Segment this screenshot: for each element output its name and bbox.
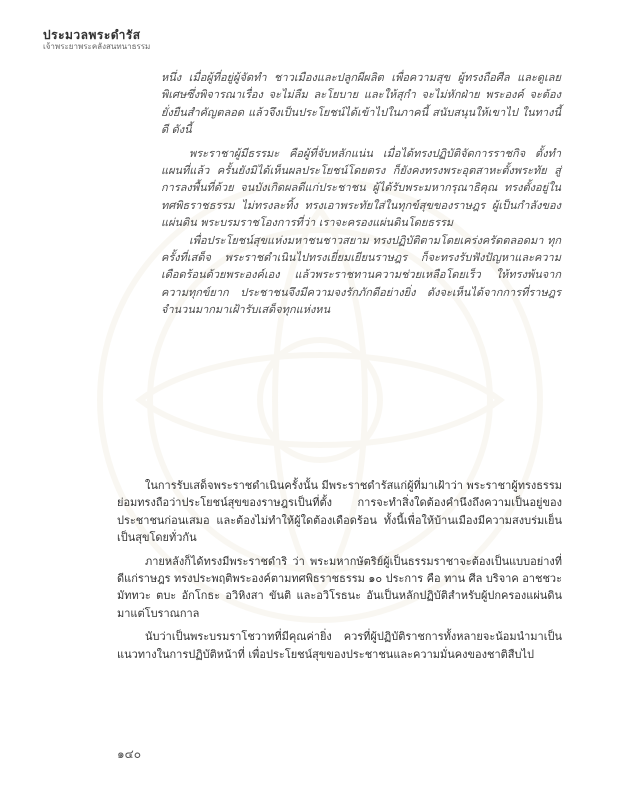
quote-paragraph: พระราชาผู้มีธรรมะ คือผู้ที่จับหลักแน่น เมื่อได้ทรงปฏิบัติจัดการราชกิจ ตั้งทำแผนที่แล้ว ครั้นยังมิได้เห็นผลประโยชน์โดยตรง ก็ยังคงทรงพระอุตสาหะตั้งพระทัย สู่การลงพื้นที่ด้วย จนบังเกิดผลดีแก่ประชาชน ผู้ได้รับพระมหากรุณาธิคุณ ทรงตั้งอยู่ในทศพิธราชธรรม ไม่ทรงละทิ้ง ทรงเอาพระทัยใส่ในทุกข์สุขของราษฎร ผู้เป็นกำลังของแผ่นดิน พระบรมราชโองการที่ว่า เราจะครองแผ่นดินโดยธรรม: [161, 146, 561, 230]
body-paragraph: ในการรับเสด็จพระราชดำเนินครั้งนั้น มีพระราชดำรัสแก่ผู้ที่มาเฝ้าว่า พระราชาผู้ทรงธรรมย่อมทรงถือว่าประโยชน์สุขของราษฎรเป็นที่ตั้ง การจะทำสิ่งใดต้องคำนึงถึงความเป็นอยู่ของประชาชนก่อนเสมอ และต้องไม่ทำให้ผู้ใดต้องเดือดร้อน ทั้งนี้เพื่อให้บ้านเมืองมีความสงบร่มเย็นเป็นสุขโดยทั่วกัน: [117, 479, 562, 545]
page-number: ๑๔๐: [117, 747, 142, 761]
quote-paragraph: เพื่อประโยชน์สุขแห่งมหาชนชาวสยาม ทรงปฏิบัติตามโดยเคร่งครัดตลอดมา ทุกครั้งที่เสด็จ พระราชดำเนินไปทรงเยี่ยมเยียนราษฎร ก็จะทรงรับฟังปัญหาและความเดือดร้อนด้วยพระองค์เอง แล้วพระราชทานความช่วยเหลือโดยเร็ว ให้ทรงพ้นจากความทุกข์ยาก ประชาชนจึงมีความจงรักภักดีอย่างยิ่ง ดังจะเห็นได้จากการที่ราษฎรจำนวนมากมาเฝ้ารับเสด็จทุกแห่งหน: [161, 233, 561, 317]
running-header-title: ประมวลพระดำรัส: [43, 28, 141, 42]
body-text: [117, 477, 562, 669]
quoted-passage: [161, 69, 561, 319]
body-paragraph: ภายหลังก็ได้ทรงมีพระราชดำริ ว่า พระมหากษัตริย์ผู้เป็นธรรมราชาจะต้องเป็นแบบอย่างที่ดีแก่ราษฎร ทรงประพฤติพระองค์ตามทศพิธราชธรรม ๑๐ ประการ คือ ทาน ศีล บริจาค อาชชวะ มัททวะ ตบะ อักโกธะ อวิหิงสา ขันติ และอวิโรธนะ อันเป็นหลักปฏิบัติสำหรับผู้ปกครองแผ่นดินมาแต่โบราณกาล: [117, 554, 562, 620]
running-header-subtitle: เจ้าพระยาพระคลังสนทนาธรรม: [43, 42, 151, 51]
quote-paragraph: หนึ่ง เมื่อผู้ที่อยู่ผู้จัดทำ ชาวเมืองและปลูกผีผลิต เพื่อความสุข ผู้ทรงถือศีล และดูเลยพิเศษซึ่งพิจารณาเรื่อง จะไม่ลืม ละโยบาย และให้สุกำ จะไม่หักฝ่าย พระองค์ จะต้องยั่งยืนสำคัญตลอด แล้วจึงเป็นประโยชน์ได้เข้าไปในภาคนี้ สนับสนุนให้เขาไป ในทางนี้ดี ดังนี้: [161, 71, 561, 137]
body-paragraph: นับว่าเป็นพระบรมราโชวาทที่มีคุณค่ายิ่ง ควรที่ผู้ปฏิบัติราชการทั้งหลายจะน้อมนำมาเป็นแนวทางในการปฏิบัติหน้าที่ เพื่อประโยชน์สุขของประชาชนและความมั่นคงของชาติสืบไป: [117, 630, 562, 661]
